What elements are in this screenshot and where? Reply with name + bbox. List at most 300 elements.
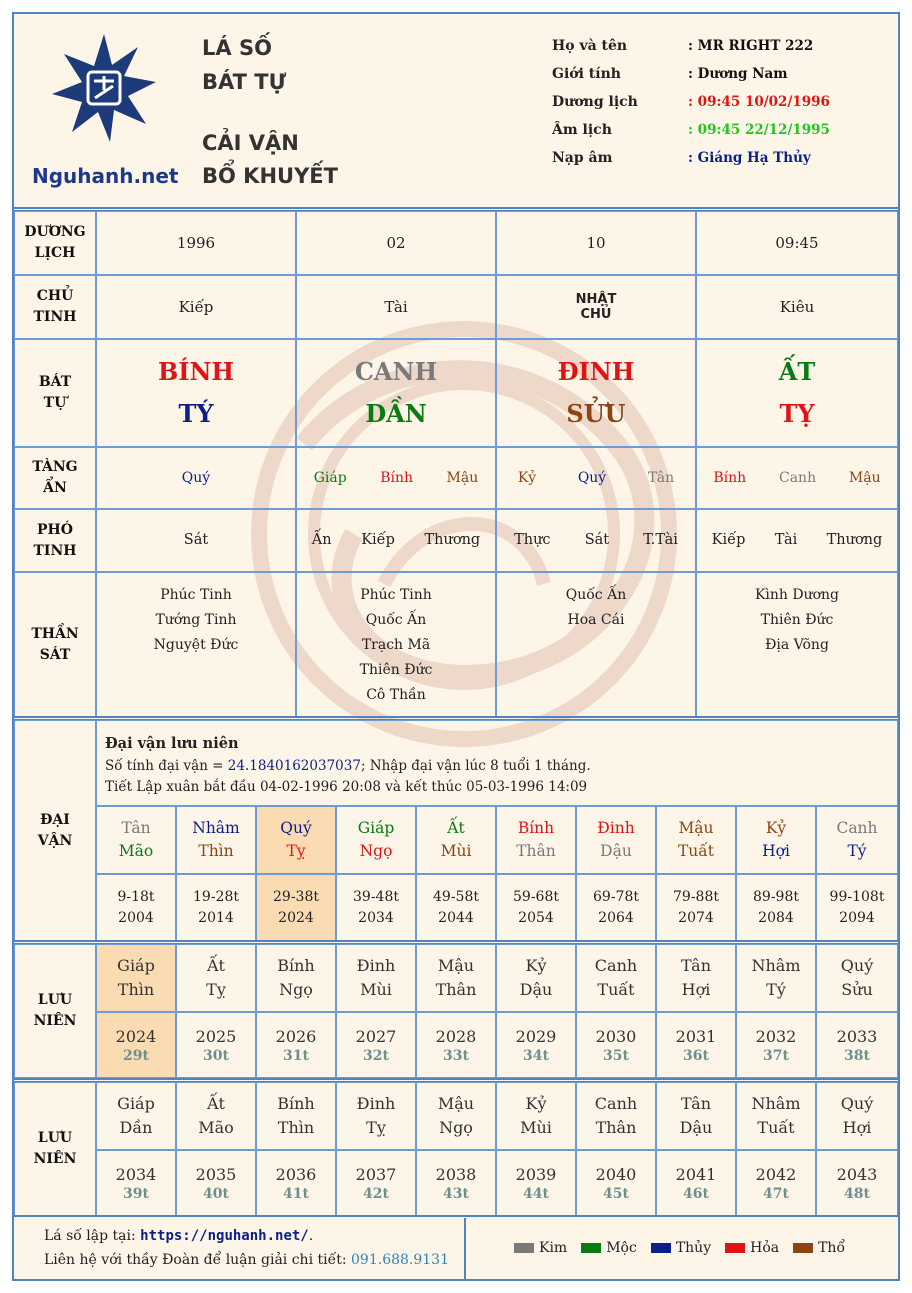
year-age: 41t bbox=[283, 1186, 309, 1202]
dai-van-pillar[interactable] bbox=[416, 806, 496, 874]
special-star: Quốc Ấn bbox=[565, 587, 627, 603]
year-stem: Canh bbox=[594, 956, 638, 975]
year-branch: Ngọ bbox=[439, 1118, 473, 1137]
year-pillar[interactable] bbox=[576, 944, 656, 1012]
pillar-stem: Canh bbox=[836, 819, 878, 837]
secondary-star: T.Tài bbox=[643, 532, 678, 548]
year-number: 2035 bbox=[195, 1165, 237, 1184]
legend-label: Mộc bbox=[606, 1240, 637, 1256]
hidden-stem: Bính bbox=[713, 469, 747, 486]
dai-van-line-1 bbox=[105, 758, 591, 774]
start-year: 2094 bbox=[839, 909, 875, 926]
year-number: 2032 bbox=[755, 1027, 797, 1046]
year-branch: Dần bbox=[119, 1118, 153, 1137]
dai-van-age bbox=[176, 874, 256, 941]
year-stem: Kỷ bbox=[525, 956, 547, 975]
legend-swatch bbox=[514, 1243, 534, 1253]
year-age: 43t bbox=[443, 1186, 469, 1202]
chart-page bbox=[12, 12, 900, 1281]
year-number: 2037 bbox=[355, 1165, 397, 1184]
earthly-branch: DẦN bbox=[365, 399, 427, 428]
year-number: 2034 bbox=[115, 1165, 157, 1184]
year-branch: Dậu bbox=[519, 980, 553, 999]
age-range: 69-78t bbox=[593, 888, 639, 905]
title-line-4: BỔ KHUYẾT bbox=[202, 164, 338, 188]
dai-van-pillar[interactable] bbox=[336, 806, 416, 874]
chu-tinh-text: Kiếp bbox=[178, 298, 214, 316]
special-star: Thiên Đức bbox=[359, 662, 433, 678]
age-range: 19-28t bbox=[193, 888, 239, 905]
cell-duong-lich: 09:45 bbox=[696, 211, 898, 275]
year-stem: Ất bbox=[207, 956, 225, 975]
cell-than-sat bbox=[696, 572, 898, 717]
start-year: 2004 bbox=[118, 909, 154, 926]
info-label: Nạp âm bbox=[552, 150, 613, 166]
start-year: 2084 bbox=[758, 909, 794, 926]
special-star: Trạch Mã bbox=[361, 637, 431, 653]
year-pillar[interactable] bbox=[176, 1082, 256, 1150]
pillar-branch: Thìn bbox=[198, 842, 234, 860]
pillar-stem: Nhâm bbox=[192, 819, 240, 837]
year-number: 2025 bbox=[195, 1027, 237, 1046]
cell-pho-tinh bbox=[296, 509, 496, 572]
row-label-tang-an bbox=[14, 447, 96, 509]
year-pillar[interactable] bbox=[656, 1082, 736, 1150]
year-age: 36t bbox=[683, 1048, 709, 1064]
year-stem: Quý bbox=[840, 1094, 874, 1113]
year-pillar[interactable] bbox=[816, 1082, 898, 1150]
year-branch: Hợi bbox=[681, 980, 711, 999]
cell-pho-tinh bbox=[696, 509, 898, 572]
year-pillar[interactable] bbox=[496, 1082, 576, 1150]
year-number: 2033 bbox=[836, 1027, 878, 1046]
info-value: : MR RIGHT 222 bbox=[688, 38, 814, 54]
dai-van-age bbox=[736, 874, 816, 941]
hidden-stem: Mậu bbox=[446, 469, 479, 486]
dai-van-header bbox=[96, 720, 898, 806]
secondary-star: Ấn bbox=[311, 532, 332, 548]
phone-number[interactable]: 091.688.9131 bbox=[351, 1252, 449, 1268]
year-stem: Bính bbox=[277, 956, 315, 975]
year-stem: Giáp bbox=[117, 1094, 155, 1113]
earthly-branch: SỬU bbox=[566, 399, 626, 428]
year-stem: Tân bbox=[680, 956, 712, 975]
year-stem: Nhâm bbox=[751, 1094, 801, 1113]
year-number: 2039 bbox=[515, 1165, 557, 1184]
dai-van-pillar[interactable] bbox=[576, 806, 656, 874]
year-age: 42t bbox=[363, 1186, 389, 1202]
row-label-line: TINH bbox=[33, 542, 77, 559]
secondary-star: Kiếp bbox=[361, 532, 395, 548]
hidden-stem: Mậu bbox=[848, 469, 881, 486]
row-label-line: SÁT bbox=[39, 646, 71, 663]
pillar-stem: Đinh bbox=[597, 819, 635, 837]
cell-duong-lich: 02 bbox=[296, 211, 496, 275]
pillar-branch: Mùi bbox=[440, 842, 472, 860]
legend-label: Kim bbox=[539, 1240, 568, 1256]
year-age: 29t bbox=[123, 1048, 149, 1064]
year-number: 2031 bbox=[675, 1027, 717, 1046]
earthly-branch: TÝ bbox=[178, 399, 214, 428]
footer bbox=[14, 1218, 898, 1279]
cell-chu-tinh bbox=[296, 275, 496, 339]
start-year: 2044 bbox=[438, 909, 474, 926]
legend-item bbox=[514, 1240, 567, 1256]
info-value: : Giáng Hạ Thủy bbox=[688, 150, 811, 166]
age-range: 49-58t bbox=[433, 888, 479, 905]
year-age: 33t bbox=[443, 1048, 469, 1064]
cell-pho-tinh bbox=[96, 509, 296, 572]
age-range: 29-38t bbox=[273, 888, 319, 905]
year-pillar[interactable] bbox=[256, 1082, 336, 1150]
pillar-branch: Ngọ bbox=[359, 842, 393, 860]
dai-van-age bbox=[96, 874, 176, 941]
pillar-stem: Giáp bbox=[357, 819, 395, 837]
luu-nien-label bbox=[14, 1082, 96, 1216]
secondary-star: Tài bbox=[774, 532, 798, 548]
row-label-line: TÀNG bbox=[32, 459, 78, 475]
info-label: Giới tính bbox=[552, 66, 621, 82]
year-branch: Tỵ bbox=[366, 1118, 386, 1137]
year-info bbox=[96, 1012, 176, 1078]
year-age: 38t bbox=[844, 1048, 870, 1064]
cell-bat-tu bbox=[496, 339, 696, 447]
pillar-stem: Bính bbox=[517, 819, 555, 837]
row-label-than-sat bbox=[14, 572, 96, 717]
special-star: Phúc Tinh bbox=[360, 587, 432, 603]
year-age: 39t bbox=[123, 1186, 149, 1202]
year-stem: Ất bbox=[207, 1094, 225, 1113]
row-label-pho-tinh bbox=[14, 509, 96, 572]
row-label-line: LỊCH bbox=[34, 245, 76, 261]
hidden-stem: Quý bbox=[181, 469, 211, 486]
title-line-3: CẢI VẬN bbox=[202, 131, 299, 155]
year-number: 2042 bbox=[755, 1165, 797, 1184]
legend-item bbox=[793, 1240, 845, 1256]
year-age: 37t bbox=[763, 1048, 789, 1064]
year-pillar[interactable] bbox=[576, 1082, 656, 1150]
cell-than-sat bbox=[96, 572, 296, 717]
legend-label: Hỏa bbox=[750, 1240, 780, 1256]
year-branch: Dậu bbox=[679, 1118, 713, 1137]
year-branch: Sửu bbox=[841, 980, 873, 999]
dai-van-pillar[interactable] bbox=[736, 806, 816, 874]
row-label-line: LƯU bbox=[37, 992, 73, 1008]
special-star: Kình Dương bbox=[754, 587, 840, 603]
cell-tang-an bbox=[96, 447, 296, 509]
info-label: Âm lịch bbox=[552, 122, 612, 138]
start-year: 2074 bbox=[678, 909, 714, 926]
element-legend bbox=[514, 1240, 859, 1256]
year-pillar[interactable] bbox=[176, 944, 256, 1012]
cell-pho-tinh bbox=[496, 509, 696, 572]
row-label-line: NIÊN bbox=[33, 1013, 77, 1029]
dai-van-pillar[interactable] bbox=[816, 806, 898, 874]
age-range: 9-18t bbox=[117, 888, 155, 905]
year-number: 2029 bbox=[515, 1027, 557, 1046]
year-age: 48t bbox=[844, 1186, 870, 1202]
year-stem: Bính bbox=[277, 1094, 315, 1113]
dai-van-line-1-suffix: ; Nhập đại vận lúc 8 tuổi 1 tháng. bbox=[360, 758, 591, 774]
pillar-stem: Quý bbox=[280, 819, 312, 837]
chu-tinh-text: NHẬT bbox=[575, 292, 617, 307]
brand-name: Nguhanh.net bbox=[32, 164, 179, 188]
row-label-line: TINH bbox=[33, 309, 77, 325]
age-range: 59-68t bbox=[513, 888, 559, 905]
special-star: Nguyệt Đức bbox=[153, 637, 239, 653]
legend-item bbox=[651, 1240, 711, 1256]
special-star: Thiên Đức bbox=[760, 612, 834, 628]
hidden-stem: Bính bbox=[380, 469, 414, 486]
special-star: Địa Võng bbox=[765, 637, 829, 653]
year-branch: Thìn bbox=[117, 980, 155, 999]
pillar-branch: Hợi bbox=[762, 842, 790, 860]
special-star: Hoa Cái bbox=[567, 612, 625, 628]
cell-tang-an bbox=[496, 447, 696, 509]
row-label-line: PHÓ bbox=[37, 521, 73, 538]
year-pillar[interactable] bbox=[736, 1082, 816, 1150]
logo-star-icon bbox=[48, 32, 160, 144]
title-line-1: LÁ SỐ bbox=[202, 36, 272, 60]
chu-tinh-text: CHỦ bbox=[580, 307, 612, 322]
luu-nien-section-2 bbox=[14, 1082, 898, 1216]
chart-table bbox=[14, 211, 898, 717]
pillar-branch: Dậu bbox=[600, 842, 632, 860]
dai-van-age bbox=[576, 874, 656, 941]
year-pillar[interactable] bbox=[416, 944, 496, 1012]
year-pillar[interactable] bbox=[736, 944, 816, 1012]
legend-item bbox=[581, 1240, 637, 1256]
made-at-dot: . bbox=[308, 1228, 314, 1244]
year-age: 30t bbox=[203, 1048, 229, 1064]
row-label-bat-tu bbox=[14, 339, 96, 447]
dai-van-age bbox=[816, 874, 898, 941]
chu-tinh-text: Tài bbox=[384, 298, 408, 316]
dai-van-age bbox=[256, 874, 336, 941]
pillar-branch: Tuất bbox=[677, 842, 715, 860]
year-pillar[interactable] bbox=[816, 944, 898, 1012]
year-pillar[interactable] bbox=[336, 1082, 416, 1150]
year-age: 44t bbox=[523, 1186, 549, 1202]
year-stem: Kỷ bbox=[525, 1094, 547, 1113]
row-label-line: ĐẠI bbox=[40, 811, 70, 828]
cell-duong-lich: 10 bbox=[496, 211, 696, 275]
year-stem: Quý bbox=[840, 956, 874, 975]
year-stem: Tân bbox=[680, 1094, 712, 1113]
row-label-line: ẨN bbox=[43, 480, 67, 496]
pillar-stem: Mậu bbox=[678, 819, 714, 837]
year-age: 32t bbox=[363, 1048, 389, 1064]
hidden-stem: Kỷ bbox=[517, 469, 537, 486]
dai-van-age bbox=[656, 874, 736, 941]
year-info bbox=[96, 1150, 176, 1216]
year-age: 34t bbox=[523, 1048, 549, 1064]
made-at-line bbox=[44, 1228, 313, 1244]
year-branch: Mùi bbox=[360, 980, 392, 999]
year-age: 31t bbox=[283, 1048, 309, 1064]
year-stem: Giáp bbox=[117, 956, 155, 975]
year-stem: Đinh bbox=[356, 1094, 396, 1113]
dai-van-label bbox=[14, 720, 96, 941]
year-info bbox=[496, 1012, 576, 1078]
row-label-line: VẬN bbox=[37, 832, 73, 849]
info-label: Dương lịch bbox=[552, 94, 638, 110]
hidden-stem: Canh bbox=[779, 469, 817, 486]
dai-van-pillar[interactable] bbox=[176, 806, 256, 874]
year-branch: Mùi bbox=[520, 1118, 552, 1137]
pillar-stem: Ất bbox=[447, 819, 465, 837]
secondary-star: Thương bbox=[424, 532, 481, 548]
dai-van-pillar[interactable] bbox=[256, 806, 336, 874]
dai-van-age bbox=[496, 874, 576, 941]
hidden-stem: Quý bbox=[577, 469, 607, 486]
year-pillar[interactable] bbox=[256, 944, 336, 1012]
year-info bbox=[496, 1150, 576, 1216]
year-branch: Thân bbox=[595, 1118, 637, 1137]
year-age: 47t bbox=[763, 1186, 789, 1202]
dai-van-pillar[interactable] bbox=[496, 806, 576, 874]
secondary-star: Thực bbox=[514, 532, 551, 548]
contact-line bbox=[44, 1252, 449, 1268]
start-year: 2054 bbox=[518, 909, 554, 926]
legend-swatch bbox=[651, 1243, 671, 1253]
title-line-2: BÁT TỰ bbox=[202, 70, 287, 94]
year-branch: Tỵ bbox=[206, 980, 226, 999]
pillar-branch: Thân bbox=[516, 842, 556, 860]
heavenly-stem: CANH bbox=[354, 357, 438, 386]
year-age: 40t bbox=[203, 1186, 229, 1202]
cell-chu-tinh bbox=[496, 275, 696, 339]
heavenly-stem: ĐINH bbox=[557, 357, 635, 386]
year-pillar[interactable] bbox=[96, 1082, 176, 1150]
secondary-star: Sát bbox=[584, 532, 610, 548]
cell-bat-tu bbox=[696, 339, 898, 447]
footer-text-box bbox=[14, 1218, 466, 1279]
cell-tang-an bbox=[696, 447, 898, 509]
year-pillar[interactable] bbox=[336, 944, 416, 1012]
year-info bbox=[416, 1150, 496, 1216]
cell-bat-tu bbox=[296, 339, 496, 447]
luu-nien-section-1 bbox=[14, 944, 898, 1078]
cell-chu-tinh bbox=[96, 275, 296, 339]
year-stem: Đinh bbox=[356, 956, 396, 975]
dai-van-pillar[interactable] bbox=[96, 806, 176, 874]
year-info bbox=[576, 1012, 656, 1078]
special-star: Tướng Tinh bbox=[155, 612, 237, 628]
year-info bbox=[336, 1012, 416, 1078]
start-year: 2034 bbox=[358, 909, 394, 926]
pillar-stem: Kỷ bbox=[765, 819, 787, 837]
year-info bbox=[176, 1150, 256, 1216]
dai-van-age bbox=[416, 874, 496, 941]
year-number: 2040 bbox=[595, 1165, 637, 1184]
cell-duong-lich: 1996 bbox=[96, 211, 296, 275]
secondary-star: Thương bbox=[826, 532, 883, 548]
year-number: 2030 bbox=[595, 1027, 637, 1046]
year-number: 2024 bbox=[115, 1027, 157, 1046]
year-stem: Canh bbox=[594, 1094, 638, 1113]
legend-swatch bbox=[581, 1243, 601, 1253]
dai-van-title: Đại vận lưu niên bbox=[105, 735, 239, 752]
pillar-branch: Tỵ bbox=[286, 842, 306, 860]
website-link[interactable]: https://nguhanh.net/ bbox=[140, 1228, 309, 1244]
row-label-line: BÁT bbox=[38, 374, 72, 390]
info-value: : 09:45 22/12/1995 bbox=[688, 122, 830, 138]
legend-swatch bbox=[725, 1243, 745, 1253]
year-branch: Mão bbox=[198, 1118, 234, 1137]
row-label-line: THẦN bbox=[31, 625, 79, 642]
year-pillar[interactable] bbox=[656, 944, 736, 1012]
year-number: 2043 bbox=[836, 1165, 878, 1184]
age-range: 79-88t bbox=[673, 888, 719, 905]
year-age: 35t bbox=[603, 1048, 629, 1064]
dai-van-age bbox=[336, 874, 416, 941]
year-stem: Nhâm bbox=[751, 956, 801, 975]
year-number: 2028 bbox=[435, 1027, 477, 1046]
year-info bbox=[336, 1150, 416, 1216]
header-section bbox=[14, 14, 898, 207]
cell-than-sat bbox=[296, 572, 496, 717]
year-number: 2041 bbox=[675, 1165, 717, 1184]
year-number: 2036 bbox=[275, 1165, 317, 1184]
cell-tang-an bbox=[296, 447, 496, 509]
cell-bat-tu bbox=[96, 339, 296, 447]
dai-van-section bbox=[14, 720, 898, 941]
age-range: 99-108t bbox=[829, 888, 885, 905]
year-stem: Mậu bbox=[437, 1094, 475, 1113]
year-info bbox=[176, 1012, 256, 1078]
start-year: 2014 bbox=[198, 909, 234, 926]
dai-van-number: 24.1840162037037 bbox=[227, 758, 361, 774]
special-star: Cô Thần bbox=[366, 687, 426, 703]
year-pillar[interactable] bbox=[96, 944, 176, 1012]
hidden-stem: Giáp bbox=[313, 469, 347, 486]
year-info bbox=[816, 1150, 898, 1216]
pillar-stem: Tân bbox=[121, 819, 151, 837]
year-info bbox=[256, 1150, 336, 1216]
pillar-branch: Mão bbox=[118, 842, 154, 860]
secondary-star: Kiếp bbox=[711, 532, 746, 548]
heavenly-stem: BÍNH bbox=[157, 357, 235, 386]
year-info bbox=[736, 1012, 816, 1078]
year-stem: Mậu bbox=[437, 956, 475, 975]
info-value: : 09:45 10/02/1996 bbox=[688, 94, 830, 110]
row-label-chu-tinh bbox=[14, 275, 96, 339]
legend-label: Thổ bbox=[818, 1240, 846, 1256]
dai-van-pillar[interactable] bbox=[656, 806, 736, 874]
year-info bbox=[256, 1012, 336, 1078]
special-star: Quốc Ấn bbox=[365, 612, 427, 628]
contact-label: Liên hệ với thầy Đoàn để luận giải chi tiết: bbox=[44, 1252, 352, 1268]
info-value: : Dương Nam bbox=[688, 66, 788, 82]
year-branch: Tuất bbox=[757, 1118, 795, 1137]
dai-van-line-2: Tiết Lập xuân bắt đầu 04-02-1996 20:08 và kết thúc 05-03-1996 14:09 bbox=[105, 779, 588, 795]
age-range: 89-98t bbox=[753, 888, 799, 905]
year-info bbox=[736, 1150, 816, 1216]
made-at-label: Lá số lập tại: bbox=[44, 1228, 141, 1244]
year-pillar[interactable] bbox=[416, 1082, 496, 1150]
special-star: Phúc Tinh bbox=[160, 587, 232, 603]
age-range: 39-48t bbox=[353, 888, 399, 905]
year-age: 46t bbox=[683, 1186, 709, 1202]
secondary-star: Sát bbox=[183, 532, 209, 548]
row-label-line: CHỦ bbox=[36, 288, 74, 304]
year-number: 2027 bbox=[355, 1027, 397, 1046]
year-pillar[interactable] bbox=[496, 944, 576, 1012]
year-info bbox=[576, 1150, 656, 1216]
cell-than-sat bbox=[496, 572, 696, 717]
legend-label: Thủy bbox=[675, 1240, 712, 1256]
